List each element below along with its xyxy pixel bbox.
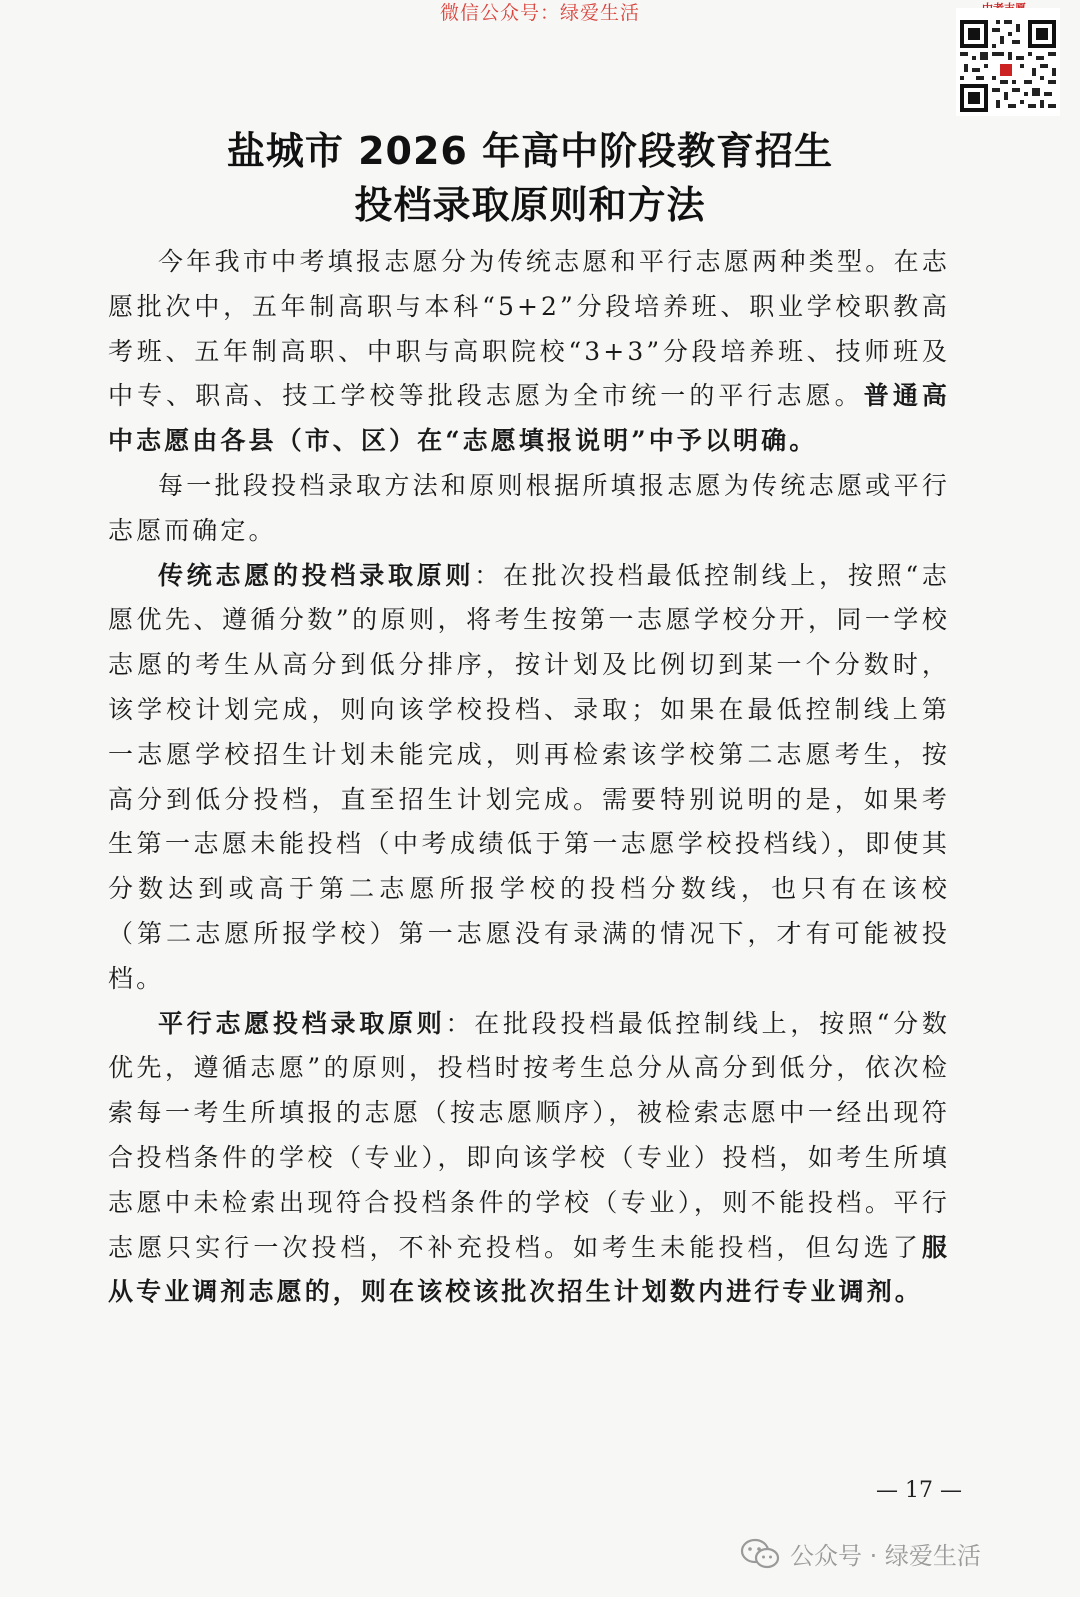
- paragraph-text: 今年我市中考填报志愿分为传统志愿和平行志愿两种类型。在志愿批次中，五年制高职与本科“5+2”分段培养班、职业学校职教高考班、五年制高职、中职与高职院校“3+3”分段培养班、技师班及中专、职高、技工学校等批段志愿为全市统一的平行志愿。: [108, 247, 950, 411]
- paragraph-emphasis: 普通高中志愿由各县（市、区）在“志愿填报说明”中予以明确。: [108, 381, 950, 456]
- footer-brand: [740, 1536, 981, 1571]
- paragraph-heading: 传统志愿的投档录取原则: [158, 560, 475, 590]
- paragraph-method-basis: [108, 464, 950, 554]
- paragraph-heading: 平行志愿投档录取原则: [158, 1008, 446, 1038]
- document-title-line2: 投档录取原则和方法: [354, 183, 706, 227]
- header-watermark: 微信公众号：绿爱生活: [439, 2, 640, 24]
- paragraph-volunteer-types: [108, 240, 950, 464]
- paragraph-traditional-principle: [108, 554, 950, 1002]
- page-number: — 17 —: [876, 1478, 962, 1503]
- paragraph-text: ：在批次投档最低控制线上，按照“志愿优先、遵循分数”的原则，将考生按第一志愿学校分开，同一学校志愿的考生从高分到低分排序，按计划及比例切到某一个分数时，该学校计划完成，则向该学校投档、录取；如果在最低控制线上第一志愿学校招生计划未能完成，则再检索该学校第二志愿考生，按高分到低分投档，直至招生计划完成。需要特别说明的是，如果考生第一志愿未能投档（中考成绩低于第一志愿学校投档线），即使其分数达到或高于第二志愿所报学校的投档分数线，也只有在该校（第二志愿所报学校）第一志愿没有录满的情况下，才有可能被投档。: [108, 560, 951, 993]
- paragraph-text: 每一批段投档录取方法和原则根据所填报志愿为传统志愿或平行志愿而确定。: [108, 470, 950, 545]
- paragraph-parallel-principle: [108, 1002, 950, 1316]
- wechat-icon: [740, 1538, 780, 1570]
- qr-code-icon: [956, 8, 1060, 116]
- paragraph-emphasis: 服从专业调剂志愿的，则在该校该批次招生计划数内进行专业调剂。: [108, 1232, 950, 1307]
- document-title-line1: 盐城市 2026 年高中阶段教育招生: [226, 129, 834, 173]
- paragraph-text: ：在批段投档最低控制线上，按照“分数优先，遵循志愿”的原则，投档时按考生总分从高分到低分，依次检索每一考生所填报的志愿（按志愿顺序），被检索志愿中一经出现符合投档条件的学校（专业），即向该学校（专业）投档，如考生所填志愿中未检索出现符合投档条件的学校（专业），则不能投档。平行志愿只实行一次投档，不补充投档。如考生未能投档，但勾选了: [108, 1008, 950, 1262]
- footer-brand-label: 公众号 · 绿爱生活: [790, 1542, 981, 1570]
- document-body: [108, 240, 950, 1315]
